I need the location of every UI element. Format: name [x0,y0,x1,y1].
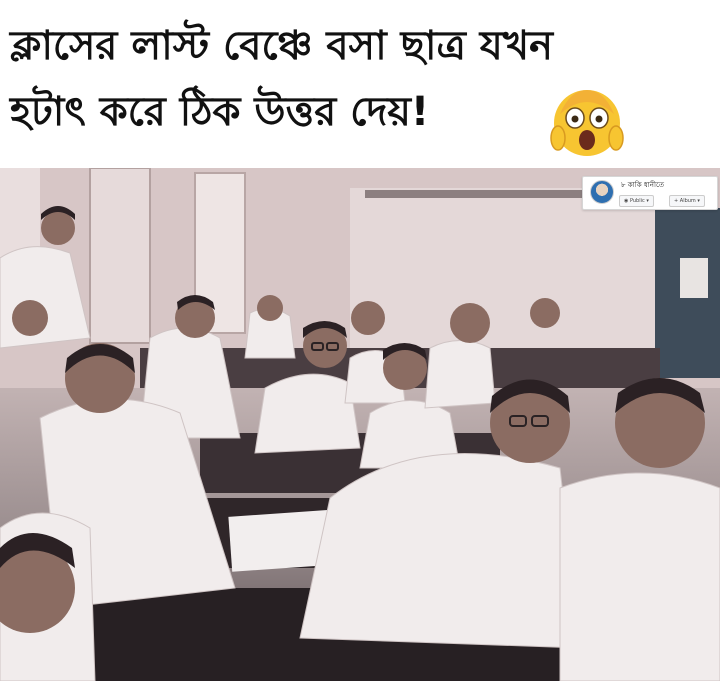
plus-icon: + [674,198,680,204]
page-name: ৮ কাকি ধানীতে [621,181,665,189]
classroom-photo [0,168,720,681]
privacy-button[interactable] [619,195,654,207]
classroom-scene [0,168,720,681]
chevron-down-icon: ▾ [695,198,700,204]
globe-icon: ◉ [624,198,630,204]
shocked-face-emoji-icon [550,84,624,158]
caption-line-1: ক্লাসের লাস্ট বেঞ্চে বসা ছাত্র যখন [10,23,553,69]
caption-line-2: হটাৎ করে ঠিক উত্তর দেয়! [10,89,430,135]
meme-caption [0,0,720,168]
chevron-down-icon: ▾ [644,198,649,204]
facebook-watermark-card [582,176,718,210]
privacy-label: Public [629,198,645,204]
album-button[interactable] [669,195,705,207]
album-label: Album [679,198,696,204]
page-avatar [590,180,614,204]
